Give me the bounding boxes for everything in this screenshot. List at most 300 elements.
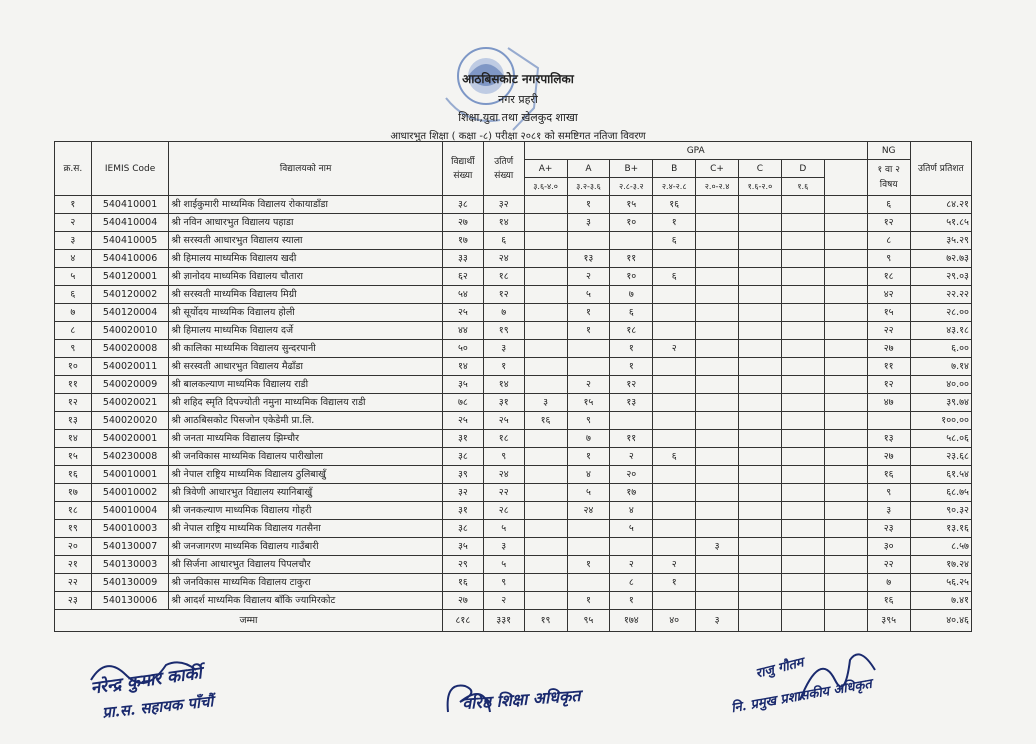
row-grade-d [781,466,824,484]
total-row [55,610,972,632]
row-ng: १५ [867,304,910,322]
row-pass-pct: २३.६८ [910,448,971,466]
row-pass-pct: ३५.२९ [910,232,971,250]
total-label: जम्मा [55,610,443,632]
grade-header: B [653,160,696,178]
row-sn: ८ [55,322,92,340]
row-school-name: श्री जनविकास माध्यमिक विद्यालय टाकुरा [169,574,443,592]
row-grade-a: २ [567,268,610,286]
row-grade-d [781,268,824,286]
row-passed: ७ [483,304,524,322]
row-grade-ap [524,502,567,520]
row-grade-bp: ११ [610,250,653,268]
row-grade-d [781,412,824,430]
row-passed: १२ [483,286,524,304]
grade-range-header: १.६ [781,178,824,196]
section-name: शिक्षा,युवा तथा खेलकुद शाखा [458,111,578,124]
row-grade-d [781,322,824,340]
row-grade-bp: ११ [610,430,653,448]
row-iemis-code: 540020009 [91,376,169,394]
row-grade-cp [696,394,739,412]
row-grade-cp [696,502,739,520]
row-grade-bp: १ [610,340,653,358]
row-grade-bp: ५ [610,520,653,538]
grade-header: A [567,160,610,178]
row-grade-a: १ [567,592,610,610]
row-grade-c [739,376,782,394]
row-school-name: श्री ज्ञानोदय माध्यमिक विद्यालय चौतारा [169,268,443,286]
row-pass-pct: २८.०० [910,304,971,322]
row-pass-pct: ८४.२१ [910,196,971,214]
row-students: ३५ [442,538,483,556]
row-grade-c [739,448,782,466]
row-iemis-code: 540020010 [91,322,169,340]
row-school-name: श्री नेपाल राष्ट्रिय माध्यमिक विद्यालय ठुलिबाखुँ [169,466,443,484]
row-grade-ap [524,268,567,286]
table-row [55,466,972,484]
row-grade-ap [524,304,567,322]
row-students: १७ [442,232,483,250]
row-grade-c [739,592,782,610]
total-passed: ३३१ [483,610,524,632]
row-passed: १४ [483,214,524,232]
row-iemis-code: 540410004 [91,214,169,232]
row-iemis-code: 540130006 [91,592,169,610]
table-row [55,556,972,574]
row-passed: ५ [483,556,524,574]
row-passed: १ [483,358,524,376]
row-passed: २५ [483,412,524,430]
row-blank [824,268,867,286]
row-grade-d [781,538,824,556]
row-grade-ap [524,484,567,502]
row-grade-c [739,538,782,556]
row-blank [824,502,867,520]
row-iemis-code: 540130009 [91,574,169,592]
row-pass-pct: ७.४१ [910,592,971,610]
table-row [55,358,972,376]
row-grade-ap [524,592,567,610]
row-sn: १६ [55,466,92,484]
row-grade-d [781,484,824,502]
row-grade-bp [610,232,653,250]
row-grade-bp: २ [610,448,653,466]
row-blank [824,196,867,214]
col-header-students: विद्यार्थी संख्या [442,142,483,196]
row-school-name: श्री शाईकुमारी माध्यमिक विद्यालय रोकायाडाँडा [169,196,443,214]
row-grade-cp [696,412,739,430]
row-grade-ap [524,232,567,250]
row-students: ५४ [442,286,483,304]
row-pass-pct: १००.०० [910,412,971,430]
row-pass-pct: ६१.५४ [910,466,971,484]
row-grade-cp [696,466,739,484]
row-ng: १३ [867,430,910,448]
row-school-name: श्री हिमालय माध्यमिक विद्यालय खदी [169,250,443,268]
row-grade-ap [524,538,567,556]
grade-header: A+ [524,160,567,178]
row-grade-c [739,484,782,502]
row-blank [824,466,867,484]
row-grade-bp: ४ [610,502,653,520]
row-ng: १६ [867,592,910,610]
row-blank [824,232,867,250]
row-sn: १२ [55,394,92,412]
row-school-name: श्री सिर्जना आधारभुत विद्यालय पिपलचौर [169,556,443,574]
ng-subheader: १ वा २ विषय [867,160,910,196]
table-row [55,484,972,502]
row-grade-cp [696,214,739,232]
row-sn: १९ [55,520,92,538]
row-grade-bp: १८ [610,322,653,340]
row-pass-pct: २२.२२ [910,286,971,304]
row-pass-pct: ५८.०६ [910,430,971,448]
row-grade-d [781,340,824,358]
row-iemis-code: 540020021 [91,394,169,412]
row-blank [824,556,867,574]
row-blank [824,376,867,394]
row-grade-a: १ [567,448,610,466]
right-signatory-title: नि. प्रमुख प्रशासकीय अधिकृत [730,676,873,717]
row-grade-b [653,286,696,304]
row-passed: १८ [483,268,524,286]
row-blank [824,340,867,358]
row-ng: १८ [867,268,910,286]
row-blank [824,430,867,448]
row-passed: १४ [483,376,524,394]
row-grade-a [567,538,610,556]
row-blank [824,250,867,268]
row-sn: १४ [55,430,92,448]
row-iemis-code: 540010003 [91,520,169,538]
row-sn: २३ [55,592,92,610]
row-iemis-code: 540010004 [91,502,169,520]
row-passed: ५ [483,520,524,538]
row-grade-ap [524,376,567,394]
row-iemis-code: 540130007 [91,538,169,556]
row-ng: ४७ [867,394,910,412]
table-row [55,250,972,268]
row-grade-cp [696,232,739,250]
row-blank [824,574,867,592]
row-passed: ३२ [483,196,524,214]
col-header-ng: NG [867,142,910,160]
row-students: ३८ [442,196,483,214]
grade-header: B+ [610,160,653,178]
total-pass-pct: ४०.४६ [910,610,971,632]
row-students: ४४ [442,322,483,340]
row-grade-d [781,520,824,538]
row-passed: ९ [483,448,524,466]
row-students: १६ [442,574,483,592]
row-grade-a: १ [567,304,610,322]
row-grade-c [739,412,782,430]
row-pass-pct: ९०.३२ [910,502,971,520]
row-pass-pct: ८.५७ [910,538,971,556]
row-grade-b [653,430,696,448]
row-iemis-code: 540410001 [91,196,169,214]
row-passed: ३१ [483,394,524,412]
row-grade-ap [524,466,567,484]
row-grade-d [781,304,824,322]
row-blank [824,412,867,430]
row-students: ३५ [442,376,483,394]
row-ng: २७ [867,448,910,466]
row-grade-b [653,394,696,412]
row-school-name: श्री नेपाल राष्ट्रिय माध्यमिक विद्यालय गतसैना [169,520,443,538]
row-grade-ap [524,556,567,574]
row-grade-bp: १ [610,592,653,610]
row-ng: ६ [867,196,910,214]
row-grade-d [781,376,824,394]
total-grade-ap: १९ [524,610,567,632]
row-grade-ap [524,520,567,538]
row-grade-a [567,358,610,376]
row-blank [824,322,867,340]
row-grade-d [781,358,824,376]
row-iemis-code: 540020008 [91,340,169,358]
row-sn: १५ [55,448,92,466]
row-grade-ap: १६ [524,412,567,430]
row-grade-a: १ [567,556,610,574]
row-grade-b [653,466,696,484]
row-sn: १ [55,196,92,214]
total-grade-c [739,610,782,632]
row-iemis-code: 540410005 [91,232,169,250]
row-passed: २४ [483,250,524,268]
row-school-name: श्री सरस्वती आधारभुत विद्यालय मैढाँडा [169,358,443,376]
row-grade-a: १ [567,196,610,214]
row-ng: १२ [867,214,910,232]
table-row [55,574,972,592]
row-grade-bp: २० [610,466,653,484]
row-grade-b [653,376,696,394]
municipality-name: आठबिसकोट नगरपालिका [462,72,574,86]
results-table [54,141,972,632]
row-grade-d [781,394,824,412]
row-grade-d [781,502,824,520]
row-passed: २ [483,592,524,610]
row-grade-c [739,214,782,232]
row-grade-a: ५ [567,484,610,502]
row-grade-a [567,340,610,358]
row-pass-pct: ७.१४ [910,358,971,376]
row-grade-b: २ [653,556,696,574]
row-grade-b [653,250,696,268]
row-grade-cp: ३ [696,538,739,556]
table-row [55,196,972,214]
row-sn: ९ [55,340,92,358]
row-grade-a: १५ [567,394,610,412]
table-row [55,430,972,448]
row-grade-cp [696,592,739,610]
col-header-sn: क्र.स. [55,142,92,196]
row-ng: ७ [867,574,910,592]
row-ng: ४२ [867,286,910,304]
row-students: २५ [442,412,483,430]
table-row [55,286,972,304]
row-grade-b [653,484,696,502]
table-row [55,394,972,412]
row-grade-cp [696,430,739,448]
row-blank [824,538,867,556]
row-iemis-code: 540010002 [91,484,169,502]
row-sn: २० [55,538,92,556]
row-iemis-code: 540120001 [91,268,169,286]
table-row [55,268,972,286]
document-title: आधारभुत शिक्षा ( कक्षा -८) परीक्षा २०८१ को समष्टिगत नतिजा विवरण [390,131,646,142]
row-blank [824,394,867,412]
row-sn: ७ [55,304,92,322]
row-sn: ११ [55,376,92,394]
row-sn: ४ [55,250,92,268]
row-pass-pct: ३९.७४ [910,394,971,412]
row-grade-b: १ [653,214,696,232]
row-pass-pct: ५१.८५ [910,214,971,232]
left-signatory-name: नरेन्द्र कुमार कार्की [89,663,204,699]
row-iemis-code: 540020020 [91,412,169,430]
table-row [55,538,972,556]
row-grade-bp: १३ [610,394,653,412]
row-grade-d [781,430,824,448]
row-grade-cp [696,268,739,286]
row-passed: २८ [483,502,524,520]
row-pass-pct: १३.१६ [910,520,971,538]
row-grade-d [781,574,824,592]
row-blank [824,214,867,232]
row-passed: १८ [483,430,524,448]
row-school-name: श्री जनकल्याण माध्यमिक विद्यालय गोहरी [169,502,443,520]
row-grade-bp: १० [610,214,653,232]
row-grade-cp [696,250,739,268]
table-row [55,592,972,610]
row-pass-pct: ४०.०० [910,376,971,394]
row-grade-b [653,520,696,538]
row-students: ३९ [442,466,483,484]
row-grade-c [739,268,782,286]
row-grade-ap [524,322,567,340]
grade-header: D [781,160,824,178]
table-row [55,412,972,430]
row-grade-c [739,574,782,592]
row-ng: २७ [867,340,910,358]
row-grade-c [739,502,782,520]
row-students: ३८ [442,448,483,466]
row-grade-b [653,358,696,376]
row-iemis-code: 540130003 [91,556,169,574]
row-sn: १८ [55,502,92,520]
total-grade-a: ९५ [567,610,610,632]
row-grade-a: ७ [567,430,610,448]
row-pass-pct: १७.२४ [910,556,971,574]
row-sn: ३ [55,232,92,250]
row-grade-c [739,394,782,412]
row-passed: १९ [483,322,524,340]
row-grade-b [653,304,696,322]
total-ng: ३९५ [867,610,910,632]
grade-range-header: १.६-२.० [739,178,782,196]
row-iemis-code: 540120004 [91,304,169,322]
row-grade-cp [696,340,739,358]
row-grade-cp [696,358,739,376]
row-grade-b: ६ [653,448,696,466]
row-students: ६२ [442,268,483,286]
row-iemis-code: 540020001 [91,430,169,448]
row-grade-d [781,214,824,232]
row-grade-cp [696,376,739,394]
row-grade-ap [524,430,567,448]
total-blank [824,610,867,632]
row-grade-cp [696,304,739,322]
row-pass-pct: ७२.७३ [910,250,971,268]
row-school-name: श्री बालकल्याण माध्यमिक विद्यालय राडी [169,376,443,394]
row-grade-c [739,340,782,358]
row-ng [867,412,910,430]
row-school-name: श्री आठबिसकोट पिसजोन एकेडेमी प्रा.लि. [169,412,443,430]
row-grade-b: २ [653,340,696,358]
row-students: २५ [442,304,483,322]
row-grade-cp [696,520,739,538]
row-grade-b [653,538,696,556]
row-passed: २२ [483,484,524,502]
row-grade-d [781,556,824,574]
row-ng: ३ [867,502,910,520]
row-grade-d [781,250,824,268]
row-grade-b: ६ [653,232,696,250]
row-grade-b: ६ [653,268,696,286]
row-ng: २२ [867,556,910,574]
row-grade-ap [524,286,567,304]
row-ng: ११ [867,358,910,376]
row-ng: ३० [867,538,910,556]
row-grade-a [567,520,610,538]
row-grade-bp: १ [610,358,653,376]
row-grade-c [739,466,782,484]
row-grade-c [739,520,782,538]
row-grade-ap [524,214,567,232]
row-sn: १० [55,358,92,376]
row-blank [824,520,867,538]
row-grade-a [567,232,610,250]
row-grade-bp: ७ [610,286,653,304]
total-students: ८१८ [442,610,483,632]
table-row [55,376,972,394]
row-ng: ९ [867,484,910,502]
row-sn: ५ [55,268,92,286]
row-school-name: श्री जनजागरण माध्यमिक विद्यालय गाउँबारी [169,538,443,556]
grade-range-header: ३.२-३.६ [567,178,610,196]
row-grade-c [739,286,782,304]
row-students: ३१ [442,502,483,520]
table-row [55,520,972,538]
row-grade-d [781,286,824,304]
row-grade-a: ४ [567,466,610,484]
row-ng: २२ [867,322,910,340]
row-grade-cp [696,196,739,214]
row-grade-b [653,412,696,430]
row-sn: २१ [55,556,92,574]
row-grade-a: २ [567,376,610,394]
row-ng: ९ [867,250,910,268]
row-students: ७८ [442,394,483,412]
row-grade-d [781,592,824,610]
row-students: ३३ [442,250,483,268]
row-blank [824,304,867,322]
row-grade-d [781,448,824,466]
row-grade-c [739,250,782,268]
row-grade-b: १६ [653,196,696,214]
total-grade-d [781,610,824,632]
